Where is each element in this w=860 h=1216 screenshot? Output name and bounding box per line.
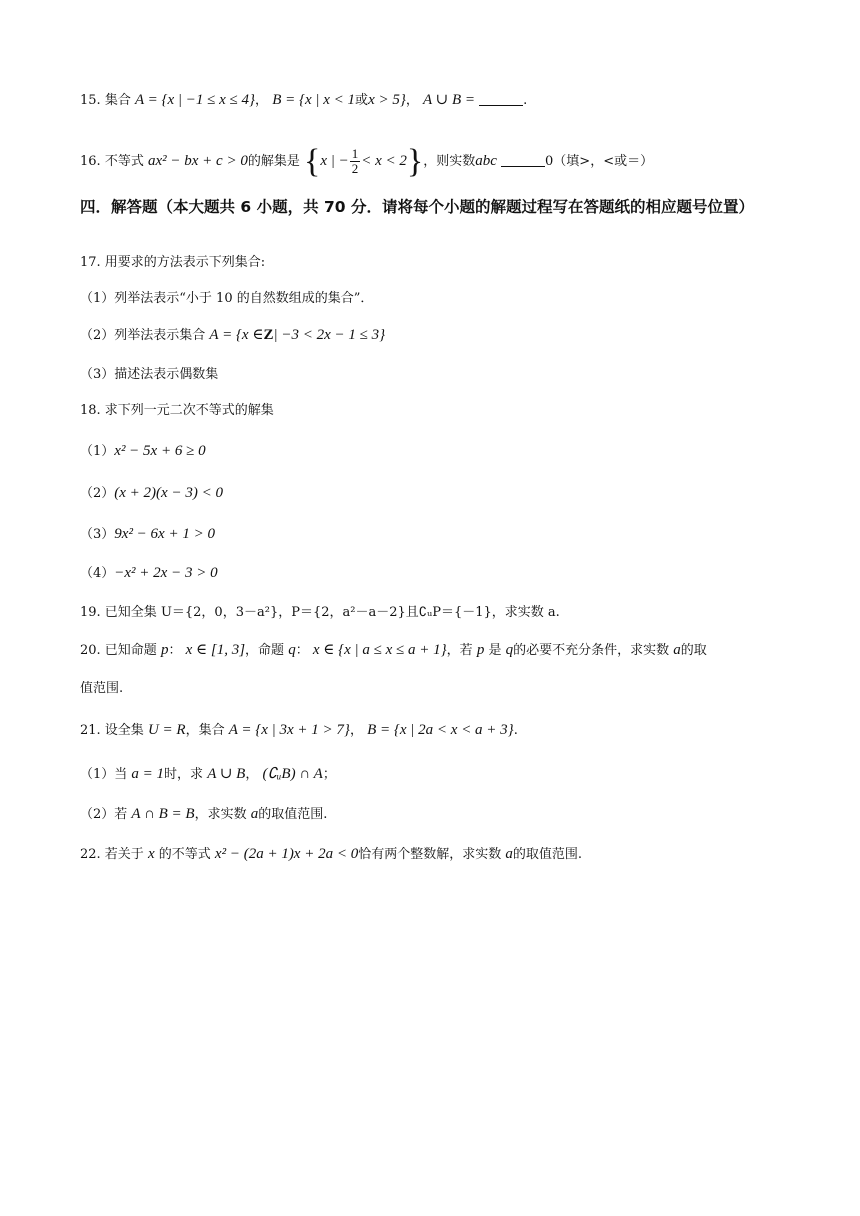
variable-a: a — [505, 846, 513, 862]
set-b-expression: B = {x | 2a < x < a + 3} — [367, 722, 514, 738]
right-brace: } — [406, 143, 424, 180]
question-number: 16. — [80, 154, 101, 169]
set-a-expression: A = {x | 3x + 1 > 7} — [228, 722, 350, 738]
part-label: （1） — [80, 444, 115, 459]
period: . — [513, 723, 518, 738]
inequality-expression: x² − (2a + 1)x + 2a < 0 — [214, 846, 359, 862]
set-expression: x ∈ {x | a ≤ x ≤ a + 1} — [312, 642, 447, 658]
variable-abc: abc — [475, 153, 497, 169]
question-18-part-2 — [80, 483, 790, 504]
question-21-part-1 — [80, 764, 790, 785]
question-17-stem: 17. 用要求的方法表示下列集合: — [80, 255, 266, 270]
proposition-q: q — [505, 642, 514, 658]
separator: ， — [245, 767, 259, 782]
union-expression: A ∪ B = — [423, 92, 475, 108]
question-text: ，命题 — [245, 643, 285, 658]
set-expression-tail: | −3 < 2x − 1 ≤ 3} — [273, 327, 386, 343]
question-text: （2）若 — [80, 807, 128, 822]
question-text: 的解集是 — [247, 154, 300, 169]
set-b-expression-tail: x > 5} — [368, 92, 406, 108]
question-text: 的取值范围. — [258, 807, 328, 822]
integer-set-symbol: Z — [263, 327, 274, 343]
question-17-part-3: （3）描述法表示偶数集 — [80, 367, 219, 382]
question-text: ，求实数 — [194, 807, 247, 822]
variable-x: x — [147, 846, 155, 862]
inequality-expression: x² − 5x + 6 ≥ 0 — [114, 443, 206, 459]
set-expression: A = {x ∈ — [209, 327, 264, 343]
separator: ， — [349, 723, 363, 738]
condition-expression: A ∩ B = B — [131, 806, 195, 822]
interval-expression: x ∈ [1, 3] — [185, 642, 246, 658]
colon: ： — [295, 643, 309, 658]
fraction-denominator: 2 — [351, 161, 359, 176]
question-21-stem — [80, 720, 790, 741]
question-18-part-1 — [80, 441, 790, 462]
question-text: （1）当 — [80, 767, 128, 782]
inequality-expression: −x² + 2x − 3 > 0 — [114, 565, 218, 581]
semicolon: ； — [322, 767, 336, 782]
question-text: （2）列举法表示集合 — [80, 328, 206, 343]
colon: ： — [168, 643, 182, 658]
separator: ， — [405, 93, 419, 108]
question-text: 20. 已知命题 — [80, 643, 157, 658]
proposition-q: q — [288, 642, 296, 658]
question-18-part-3 — [80, 524, 790, 545]
variable-a: a — [673, 642, 681, 658]
question-text: ，集合 — [185, 723, 225, 738]
separator: ， — [255, 93, 269, 108]
solution-set-open: x | − — [320, 153, 349, 169]
solution-set-close: < x < 2 — [361, 153, 407, 169]
question-text: 的取值范围. — [512, 847, 583, 862]
fraction-numerator: 1 — [351, 146, 359, 161]
question-20-line-1 — [80, 640, 790, 661]
question-number: 15. — [80, 93, 101, 108]
question-16 — [80, 143, 790, 180]
question-17-part-2 — [80, 325, 790, 346]
union-expression: A ∪ B — [207, 766, 246, 782]
question-text: 时，求 — [164, 767, 204, 782]
period: . — [523, 93, 528, 108]
question-text: 恰有两个整数解，求实数 — [358, 847, 502, 862]
or-word: 或 — [355, 93, 369, 108]
question-text: 的不等式 — [158, 847, 211, 862]
fraction-one-half — [350, 147, 361, 176]
question-18-stem: 18. 求下列一元二次不等式的解集 — [80, 403, 274, 418]
question-text: 0（填>，<或＝） — [545, 154, 654, 169]
complement-intersection-expression: (∁ᵤB) ∩ A — [262, 766, 323, 782]
question-22 — [80, 844, 790, 865]
question-text: ，若 — [446, 643, 473, 658]
question-text: 21. 设全集 — [80, 723, 144, 738]
answer-blank — [501, 152, 545, 167]
question-19: 19. 已知全集 U＝{2，0，3－a²}，P＝{2，a²－a－2}且∁ᵤP＝{－1}，求实数 a. — [80, 605, 560, 620]
question-21-part-2 — [80, 804, 790, 825]
question-17-part-1: （1）列举法表示“小于 10 的自然数组成的集合”． — [80, 291, 374, 306]
inequality-expression: 9x² − 6x + 1 > 0 — [114, 526, 215, 542]
proposition-p: p — [160, 642, 169, 658]
part-label: （3） — [80, 527, 115, 542]
question-text: 集合 — [104, 93, 131, 108]
question-15 — [80, 90, 790, 111]
variable-a: a — [250, 806, 259, 822]
question-text: 22. 若关于 — [80, 847, 144, 862]
question-20-line-2: 值范围. — [80, 681, 124, 696]
question-text: 的取 — [680, 643, 707, 658]
part-label: （2） — [80, 486, 115, 501]
inequality-expression: ax² − bx + c > 0 — [147, 153, 248, 169]
question-text: 不等式 — [104, 154, 144, 169]
proposition-p: p — [476, 642, 485, 658]
condition-expression: a = 1 — [131, 766, 165, 782]
part-label: （4） — [80, 566, 115, 581]
set-a-expression: A = {x | −1 ≤ x ≤ 4} — [134, 92, 256, 108]
set-b-expression: B = {x | x < 1 — [272, 92, 356, 108]
section-heading: 四．解答题（本大题共 6 小题，共 70 分．请将每个小题的解题过程写在答题纸的相应题号位置） — [80, 198, 754, 216]
left-brace: { — [303, 143, 321, 180]
question-18-part-4 — [80, 563, 790, 584]
inequality-expression: (x + 2)(x − 3) < 0 — [114, 485, 223, 501]
answer-blank — [479, 91, 523, 106]
universal-set-expression: U = R — [147, 722, 186, 738]
question-text: 的必要不充分条件，求实数 — [513, 643, 670, 658]
question-text: ，则实数 — [423, 154, 476, 169]
question-text: 是 — [488, 643, 502, 658]
